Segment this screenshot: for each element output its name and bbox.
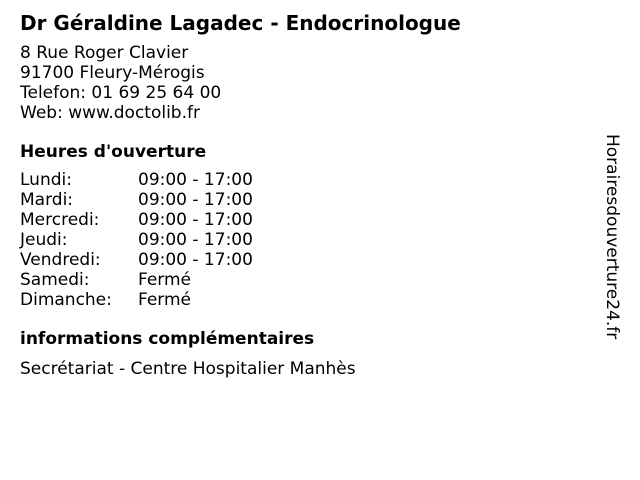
- postal-city: 91700 Fleury-Mérogis: [20, 63, 205, 83]
- day-label: Jeudi:: [20, 230, 68, 250]
- info-text: Secrétariat - Centre Hospitalier Manhès: [20, 359, 356, 379]
- day-label: Samedi:: [20, 270, 90, 290]
- hours-row: [20, 170, 600, 190]
- day-label: Dimanche:: [20, 290, 112, 310]
- page-title: Dr Géraldine Lagadec - Endocrinologue: [20, 11, 461, 35]
- hours-row: [20, 210, 600, 230]
- website: Web: www.doctolib.fr: [20, 103, 200, 123]
- business-card: [20, 9, 600, 380]
- time-value: 09:00 - 17:00: [138, 230, 253, 250]
- time-value: 09:00 - 17:00: [138, 250, 253, 270]
- hours-table: [20, 170, 600, 310]
- time-value: 09:00 - 17:00: [138, 170, 253, 190]
- day-label: Mardi:: [20, 190, 74, 210]
- time-value: 09:00 - 17:00: [138, 190, 253, 210]
- day-label: Mercredi:: [20, 210, 100, 230]
- time-value: 09:00 - 17:00: [138, 210, 253, 230]
- info-heading: informations complémentaires: [20, 329, 315, 349]
- street-address: 8 Rue Roger Clavier: [20, 43, 189, 63]
- day-label: Vendredi:: [20, 250, 101, 270]
- hours-row: [20, 290, 600, 310]
- hours-heading: Heures d'ouverture: [20, 142, 207, 162]
- time-value: Fermé: [138, 270, 192, 290]
- hours-row: [20, 190, 600, 210]
- site-watermark: Horairesdouverture24.fr: [602, 134, 622, 340]
- address-block: [20, 43, 600, 123]
- day-label: Lundi:: [20, 170, 72, 190]
- time-value: Fermé: [138, 290, 192, 310]
- hours-row: [20, 230, 600, 250]
- hours-row: [20, 270, 600, 290]
- hours-row: [20, 250, 600, 270]
- phone-number: Telefon: 01 69 25 64 00: [20, 83, 222, 103]
